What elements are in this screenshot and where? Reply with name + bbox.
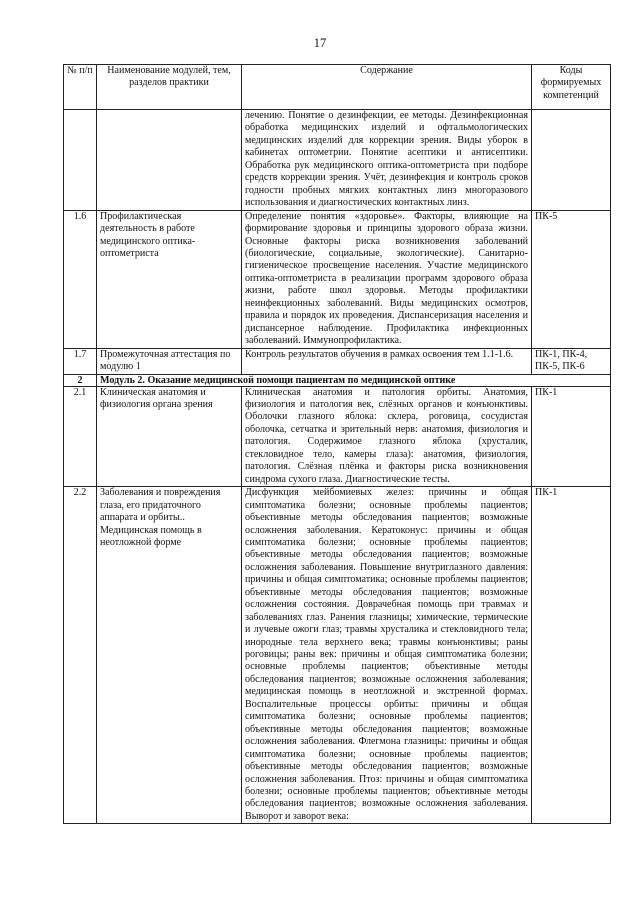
table-header-row xyxy=(64,65,611,110)
curriculum-table xyxy=(63,64,611,824)
row-num: 2.2 xyxy=(64,487,97,824)
row-codes: ПК-1, ПК-4, ПК-5, ПК-6 xyxy=(532,348,611,374)
table-row xyxy=(64,110,611,211)
row-num: 1.6 xyxy=(64,210,97,348)
row-num: 1.7 xyxy=(64,348,97,374)
table-row xyxy=(64,210,611,348)
table-row xyxy=(64,487,611,824)
page-number: 17 xyxy=(313,36,327,50)
row-num xyxy=(64,110,97,211)
module-row xyxy=(64,374,611,386)
header-codes: Коды формируемых компетенций xyxy=(532,65,611,110)
row-content: Контроль результатов обучения в рамках освоения тем 1.1-1.6. xyxy=(242,348,532,374)
row-codes: ПК-1 xyxy=(532,386,611,487)
row-content: Клиническая анатомия и патология орбиты. Анатомия, физиология и патология век, слёзных органов и конъюнктивы. Оболочки глазного яблока: склера, роговица, сосудистая оболочка, сетчатка и зрительный нерв: анатомия, физиология и патология. Содержимое глазного яблока (хрусталик, стекловидное тело, камеры глаза): анатомия, физиология, патология. Слёзная плёнка и факторы риска возникновения синдрома сухого глаза. Диагностические тесты. xyxy=(242,386,532,487)
module-num: 2 xyxy=(64,374,97,386)
header-num: № п/п xyxy=(64,65,97,110)
row-codes: ПК-1 xyxy=(532,487,611,824)
row-name xyxy=(97,110,242,211)
header-name: Наименование модулей, тем, разделов практики xyxy=(97,65,242,110)
header-content: Содержание xyxy=(242,65,532,110)
module-title: Модуль 2. Оказание медицинской помощи пациентам по медицинской оптике xyxy=(97,374,611,386)
row-codes xyxy=(532,110,611,211)
row-num: 2.1 xyxy=(64,386,97,487)
table-row xyxy=(64,386,611,487)
row-content: лечению. Понятие о дезинфекции, ее методы. Дезинфекционная обработка медицинских изделий и офтальмологических медицинских изделий для коррекции зрения. Виды уборок в кабинетах оптометрии. Понятие асептики и антисептики. Обработка рук медицинского оптика-оптометриста при подборе средств коррекции зрения. Учёт, дезинфекция и контроль сроков годности пробных мягких контактных линз многоразового использования и диагностических контактных линз. xyxy=(242,110,532,211)
row-name: Промежуточная аттестация по модулю 1 xyxy=(97,348,242,374)
row-content: Определение понятия «здоровье». Факторы, влияющие на формирование здоровья и принципы здорового образа жизни. Основные факторы риска возникновения заболеваний (биологические, социальные, экологические). Санитарно-гигиеническое просвещение населения. Участие медицинского оптика-оптометриста в реализации программ здорового образа жизни, работе школ здоровья. Методы профилактики неинфекционных заболеваний. Виды медицинских осмотров, правила и порядок их проведения. Диспансеризация населения и диспансерное наблюдение. Профилактика инфекционных заболеваний. Иммунопрофилактика. xyxy=(242,210,532,348)
row-name: Заболевания и повреждения глаза, его придаточного аппарата и орбиты.. Медицинская помощь в неотложной форме xyxy=(97,487,242,824)
table-row xyxy=(64,348,611,374)
row-name: Клиническая анатомия и физиология органа зрения xyxy=(97,386,242,487)
row-content: Дисфункция мейбомиевых желез: причины и общая симптоматика болезни; основные проблемы пациентов; объективные методы обследования пациентов; возможные осложнения заболевания. Кератоконус: причины и общая симптоматика болезни; основные проблемы пациентов; объективные методы обследования пациентов; возможные осложнения заболевания. Повышение внутриглазного давления: причины и общая симптоматика; основные проблемы пациентов; объективные методы обследования пациентов; возможные осложнения состояния. Доврачебная помощь при травмах и заболеваниях глаз. Ранения глазницы; химические, термические и лучевые ожоги глаз; травмы хрусталика и стекловидного тела; инородные тела верхнего века; травмы конъюнктивы; раны роговицы; раны век: причины и общая симптоматика болезни; основные проблемы пациентов; объективные методы обследования пациентов; возможные осложнения заболевания; медицинская помощь в неотложной и экстренной формах. Воспалительные процессы орбиты: причины и общая симптоматика болезни; основные проблемы пациентов; объективные методы обследования пациентов; возможные осложнения заболевания. Флегмона глазницы: причины и общая симптоматика болезни; основные проблемы пациентов; объективные методы обследования пациентов; возможные осложнения заболевания. Птоз: причины и общая симптоматика болезни; основные проблемы пациентов; объективные методы обследования пациентов; возможные осложнения заболевания. Выворот и заворот века: xyxy=(242,487,532,824)
row-codes: ПК-5 xyxy=(532,210,611,348)
row-name: Профилактическая деятельность в работе медицинского оптика-оптометриста xyxy=(97,210,242,348)
